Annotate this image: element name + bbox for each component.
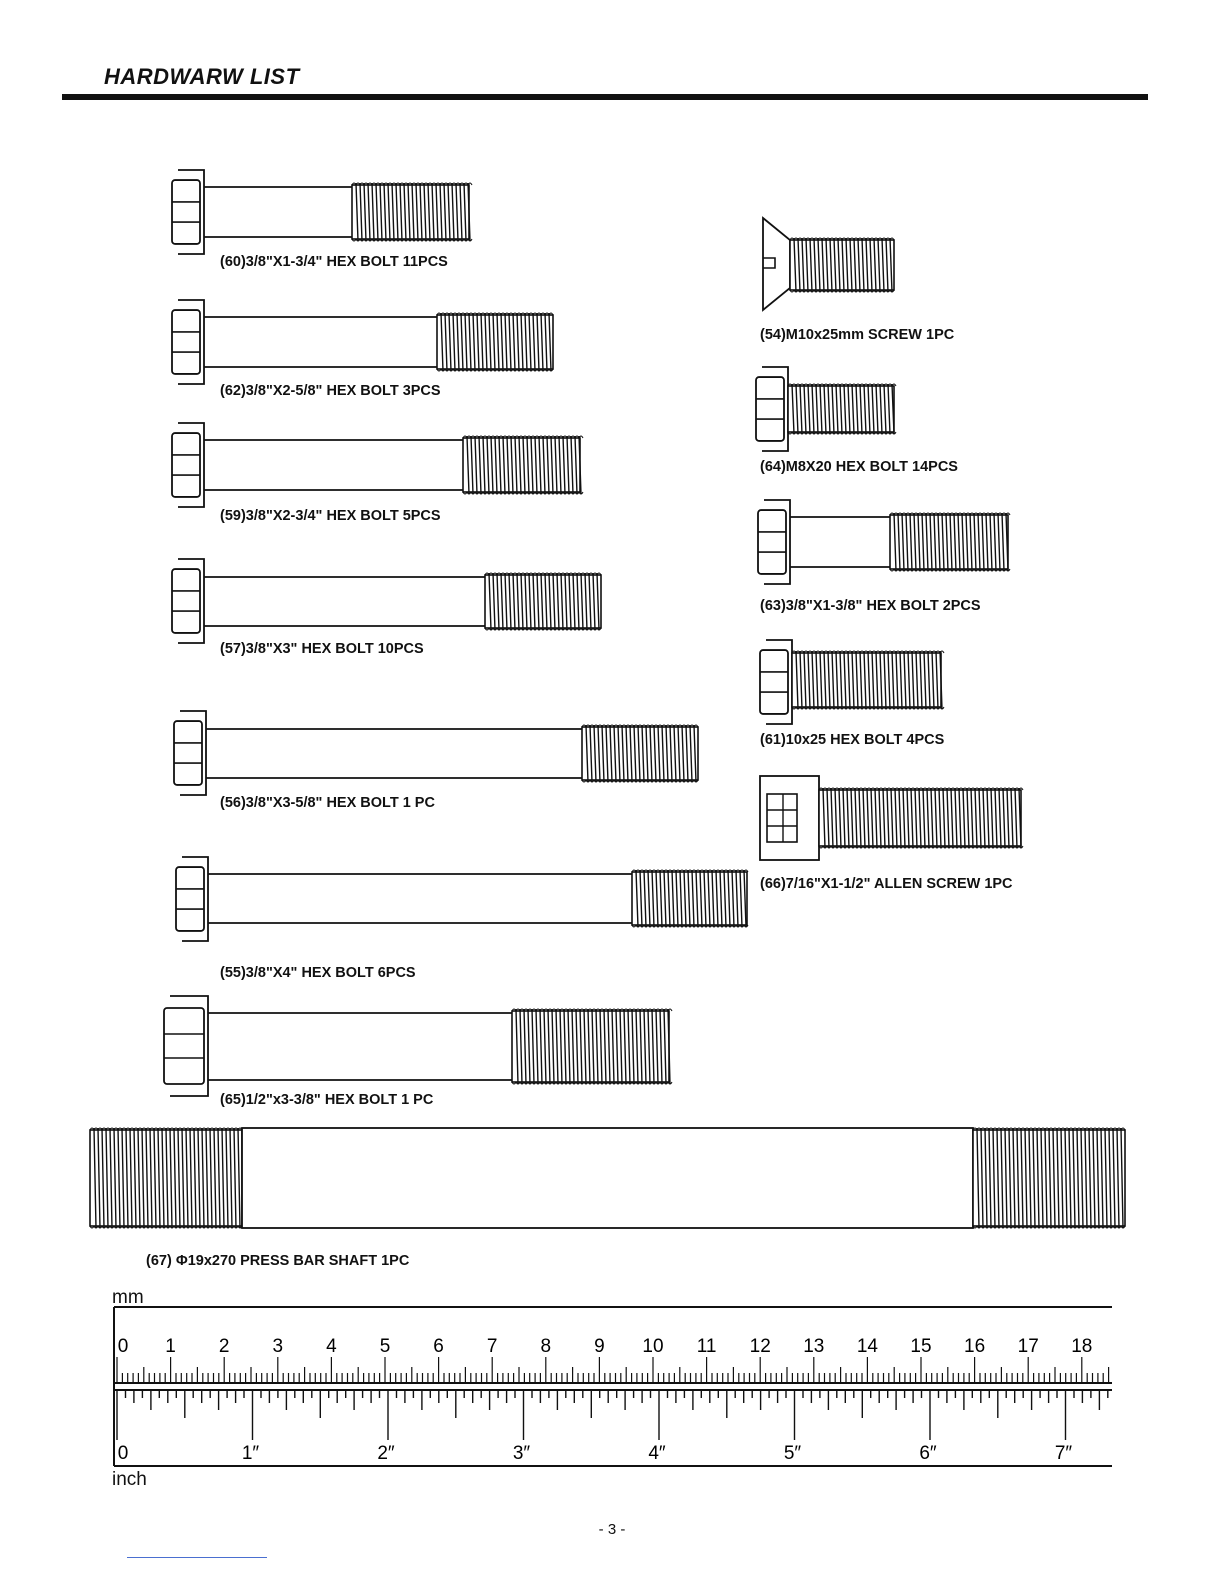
part-label-54: (54)M10x25mm SCREW 1PC	[760, 327, 955, 343]
cm-tick-label: 12	[749, 1336, 771, 1357]
allen-screw-66	[760, 776, 1023, 860]
page-number: - 3 -	[598, 1521, 626, 1538]
footer-link-line	[127, 1557, 267, 1558]
cm-tick-label: 18	[1071, 1336, 1093, 1357]
ruler-mm-label: mm	[112, 1287, 144, 1308]
cm-tick-label: 15	[910, 1336, 932, 1357]
cm-tick-label: 1	[165, 1336, 176, 1357]
screw-54	[763, 218, 894, 310]
cm-tick-label: 5	[379, 1336, 391, 1357]
cm-tick-label: 11	[696, 1336, 717, 1357]
hex-bolt-65	[164, 996, 672, 1096]
inch-tick-label: 4″	[648, 1443, 666, 1464]
inch-tick-label: 7″	[1054, 1443, 1073, 1464]
part-label-67: (67) Φ19x270 PRESS BAR SHAFT 1PC	[146, 1253, 410, 1269]
part-label-62: (62)3/8"X2-5/8" HEX BOLT 3PCS	[220, 383, 441, 399]
part-label-61: (61)10x25 HEX BOLT 4PCS	[760, 732, 945, 748]
cm-tick-label: 9	[594, 1336, 605, 1357]
inch-tick-label: 2″	[377, 1443, 395, 1464]
inch-tick-label: 1″	[241, 1443, 260, 1464]
part-label-57: (57)3/8"X3" HEX BOLT 10PCS	[220, 641, 424, 657]
hex-bolt-56	[174, 711, 698, 795]
hex-bolt-61	[760, 640, 944, 724]
measurement-ruler	[114, 1307, 1112, 1466]
cm-tick-label: 2	[218, 1336, 230, 1357]
cm-tick-label: 7	[486, 1336, 498, 1357]
cm-tick-label: 13	[803, 1336, 825, 1357]
page-title: HARDWARW LIST	[104, 64, 300, 89]
part-label-63: (63)3/8"X1-3/8" HEX BOLT 2PCS	[760, 598, 981, 614]
part-label-64: (64)M8X20 HEX BOLT 14PCS	[760, 459, 958, 475]
hex-bolt-62	[172, 300, 553, 384]
hex-bolt-55	[176, 857, 748, 941]
cm-tick-label: 10	[642, 1336, 664, 1357]
cm-tick-label: 14	[856, 1336, 878, 1357]
cm-tick-label: 6	[433, 1336, 444, 1357]
inch-tick-label: 5″	[783, 1443, 802, 1464]
part-label-55: (55)3/8"X4" HEX BOLT 6PCS	[220, 965, 416, 981]
press-bar-shaft-67	[90, 1128, 1125, 1228]
cm-tick-label: 8	[540, 1336, 552, 1357]
inch-tick-label: 6″	[919, 1443, 937, 1464]
hex-bolt-64	[756, 367, 896, 451]
cm-tick-label: 17	[1017, 1336, 1039, 1357]
hex-bolt-63	[758, 500, 1010, 584]
part-label-60: (60)3/8"X1-3/4" HEX BOLT 11PCS	[220, 254, 448, 270]
part-label-65: (65)1/2"x3-3/8" HEX BOLT 1 PC	[220, 1092, 434, 1108]
part-label-59: (59)3/8"X2-3/4" HEX BOLT 5PCS	[220, 508, 441, 524]
cm-tick-label: 16	[964, 1336, 986, 1357]
hex-bolt-59	[172, 423, 583, 507]
hex-bolt-57	[172, 559, 601, 643]
cm-tick-label: 3	[272, 1336, 284, 1357]
cm-tick-label: 4	[326, 1336, 337, 1357]
cm-tick-label: 0	[117, 1336, 129, 1357]
inch-tick-label: 0	[117, 1443, 129, 1464]
inch-tick-label: 3″	[512, 1443, 531, 1464]
hex-bolt-60	[172, 170, 472, 254]
ruler-inch-label: inch	[112, 1469, 147, 1490]
part-label-56: (56)3/8"X3-5/8" HEX BOLT 1 PC	[220, 795, 435, 811]
part-label-66: (66)7/16"X1-1/2" ALLEN SCREW 1PC	[760, 876, 1013, 892]
